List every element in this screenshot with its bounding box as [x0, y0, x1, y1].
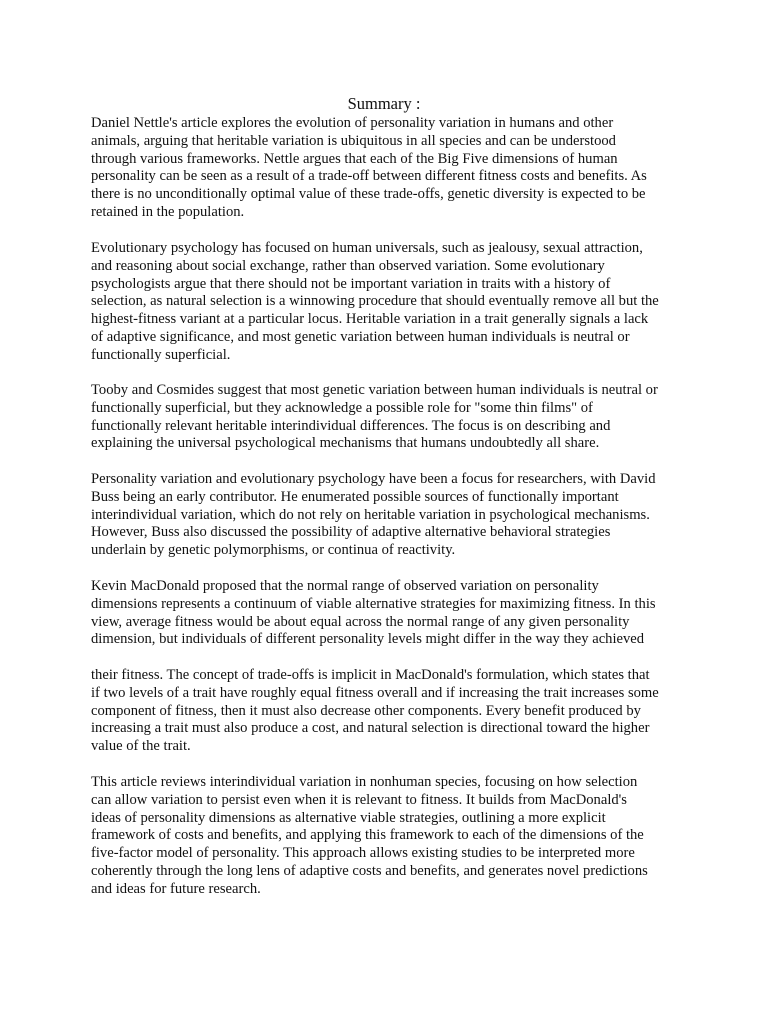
paragraph-1 — [91, 115, 681, 222]
paragraph-3 — [91, 382, 681, 453]
text-line: component of fitness, then it must also decrease other components. Every benefit produced by — [91, 702, 641, 719]
text-line: value of the trait. — [91, 738, 191, 755]
text-line: selection, as natural selection is a winnowing procedure that should eventually remove all but the — [91, 293, 659, 310]
text-line: coherently through the long lens of adaptive costs and benefits, and generates novel predictions — [91, 862, 648, 879]
text-line: dimensions represents a continuum of viable alternative strategies for maximizing fitness. In this — [91, 595, 656, 612]
text-line: This article reviews interindividual variation in nonhuman species, focusing on how selection — [91, 774, 638, 790]
text-line: view, average fitness would be about equal across the normal range of any given personality — [91, 613, 630, 630]
text-line: Buss being an early contributor. He enumerated possible sources of functionally important — [91, 488, 619, 505]
paragraph-2 — [91, 240, 681, 365]
text-line: Kevin MacDonald proposed that the normal range of observed variation on personality — [91, 578, 599, 594]
text-line: Tooby and Cosmides suggest that most genetic variation between human individuals is neutral or — [91, 382, 658, 398]
text-line: functionally superficial, but they acknowledge a possible role for "some thin films" of — [91, 399, 593, 416]
text-line: functionally superficial. — [91, 346, 231, 363]
text-line: animals, arguing that heritable variation is ubiquitous in all species and can be understood — [91, 132, 616, 149]
text-line: of adaptive significance, and most genetic variation between human individuals is neutral or — [91, 328, 630, 345]
text-line: psychologists argue that there should not be important variation in traits with a history of — [91, 275, 611, 292]
text-line: Evolutionary psychology has focused on human universals, such as jealousy, sexual attraction, — [91, 240, 643, 256]
text-line: ideas of personality dimensions as alternative viable strategies, outlining a more explicit — [91, 809, 606, 826]
text-line: increasing a trait must also produce a cost, and natural selection is directional toward the higher — [91, 720, 650, 737]
paragraph-6 — [91, 667, 681, 756]
page-title: Summary : — [347, 94, 421, 113]
text-line: retained in the population. — [91, 203, 245, 220]
text-line: explaining the universal psychological mechanisms that humans undoubtedly all share. — [91, 435, 600, 452]
text-line: underlain by genetic polymorphisms, or continua of reactivity. — [91, 542, 456, 559]
paragraph-4 — [91, 471, 681, 560]
text-line: if two levels of a trait have roughly equal fitness overall and if increasing the trait increases some — [91, 684, 659, 701]
text-line: Daniel Nettle's article explores the evolution of personality variation in humans and other — [91, 115, 614, 131]
text-line: functionally relevant heritable interindividual differences. The focus is on describing and — [91, 417, 611, 434]
text-line: and reasoning about social exchange, rather than observed variation. Some evolutionary — [91, 257, 605, 274]
text-line: and ideas for future research. — [91, 880, 261, 897]
text-line: Personality variation and evolutionary psychology have been a focus for researchers, with David — [91, 471, 656, 487]
text-line: there is no unconditionally optimal value of these trade-offs, genetic diversity is expected to be — [91, 186, 646, 203]
text-line: framework of costs and benefits, and applying this framework to each of the dimensions of the — [91, 827, 644, 844]
text-line: dimension, but individuals of different personality levels might differ in the way they achieved — [91, 631, 645, 648]
paragraph-5 — [91, 578, 681, 649]
text-line: personality can be seen as a result of a trade-off between different fitness costs and benefits. As — [91, 168, 647, 185]
text-line: their fitness. The concept of trade-offs is implicit in MacDonald's formulation, which states that — [91, 667, 650, 683]
paragraph-7 — [91, 774, 681, 899]
text-line: through various frameworks. Nettle argues that each of the Big Five dimensions of human — [91, 150, 618, 167]
text-line: five-factor model of personality. This approach allows existing studies to be interpreted more — [91, 845, 635, 862]
text-line: highest-fitness variant at a particular locus. Heritable variation in a trait generally signals a lack — [91, 311, 649, 328]
text-line: interindividual variation, which do not rely on heritable variation in psychological mechanisms. — [91, 506, 650, 523]
text-line: can allow variation to persist even when it is relevant to fitness. It builds from MacDonald's — [91, 791, 627, 808]
text-line: However, Buss also discussed the possibility of adaptive alternative behavioral strategies — [91, 524, 611, 541]
